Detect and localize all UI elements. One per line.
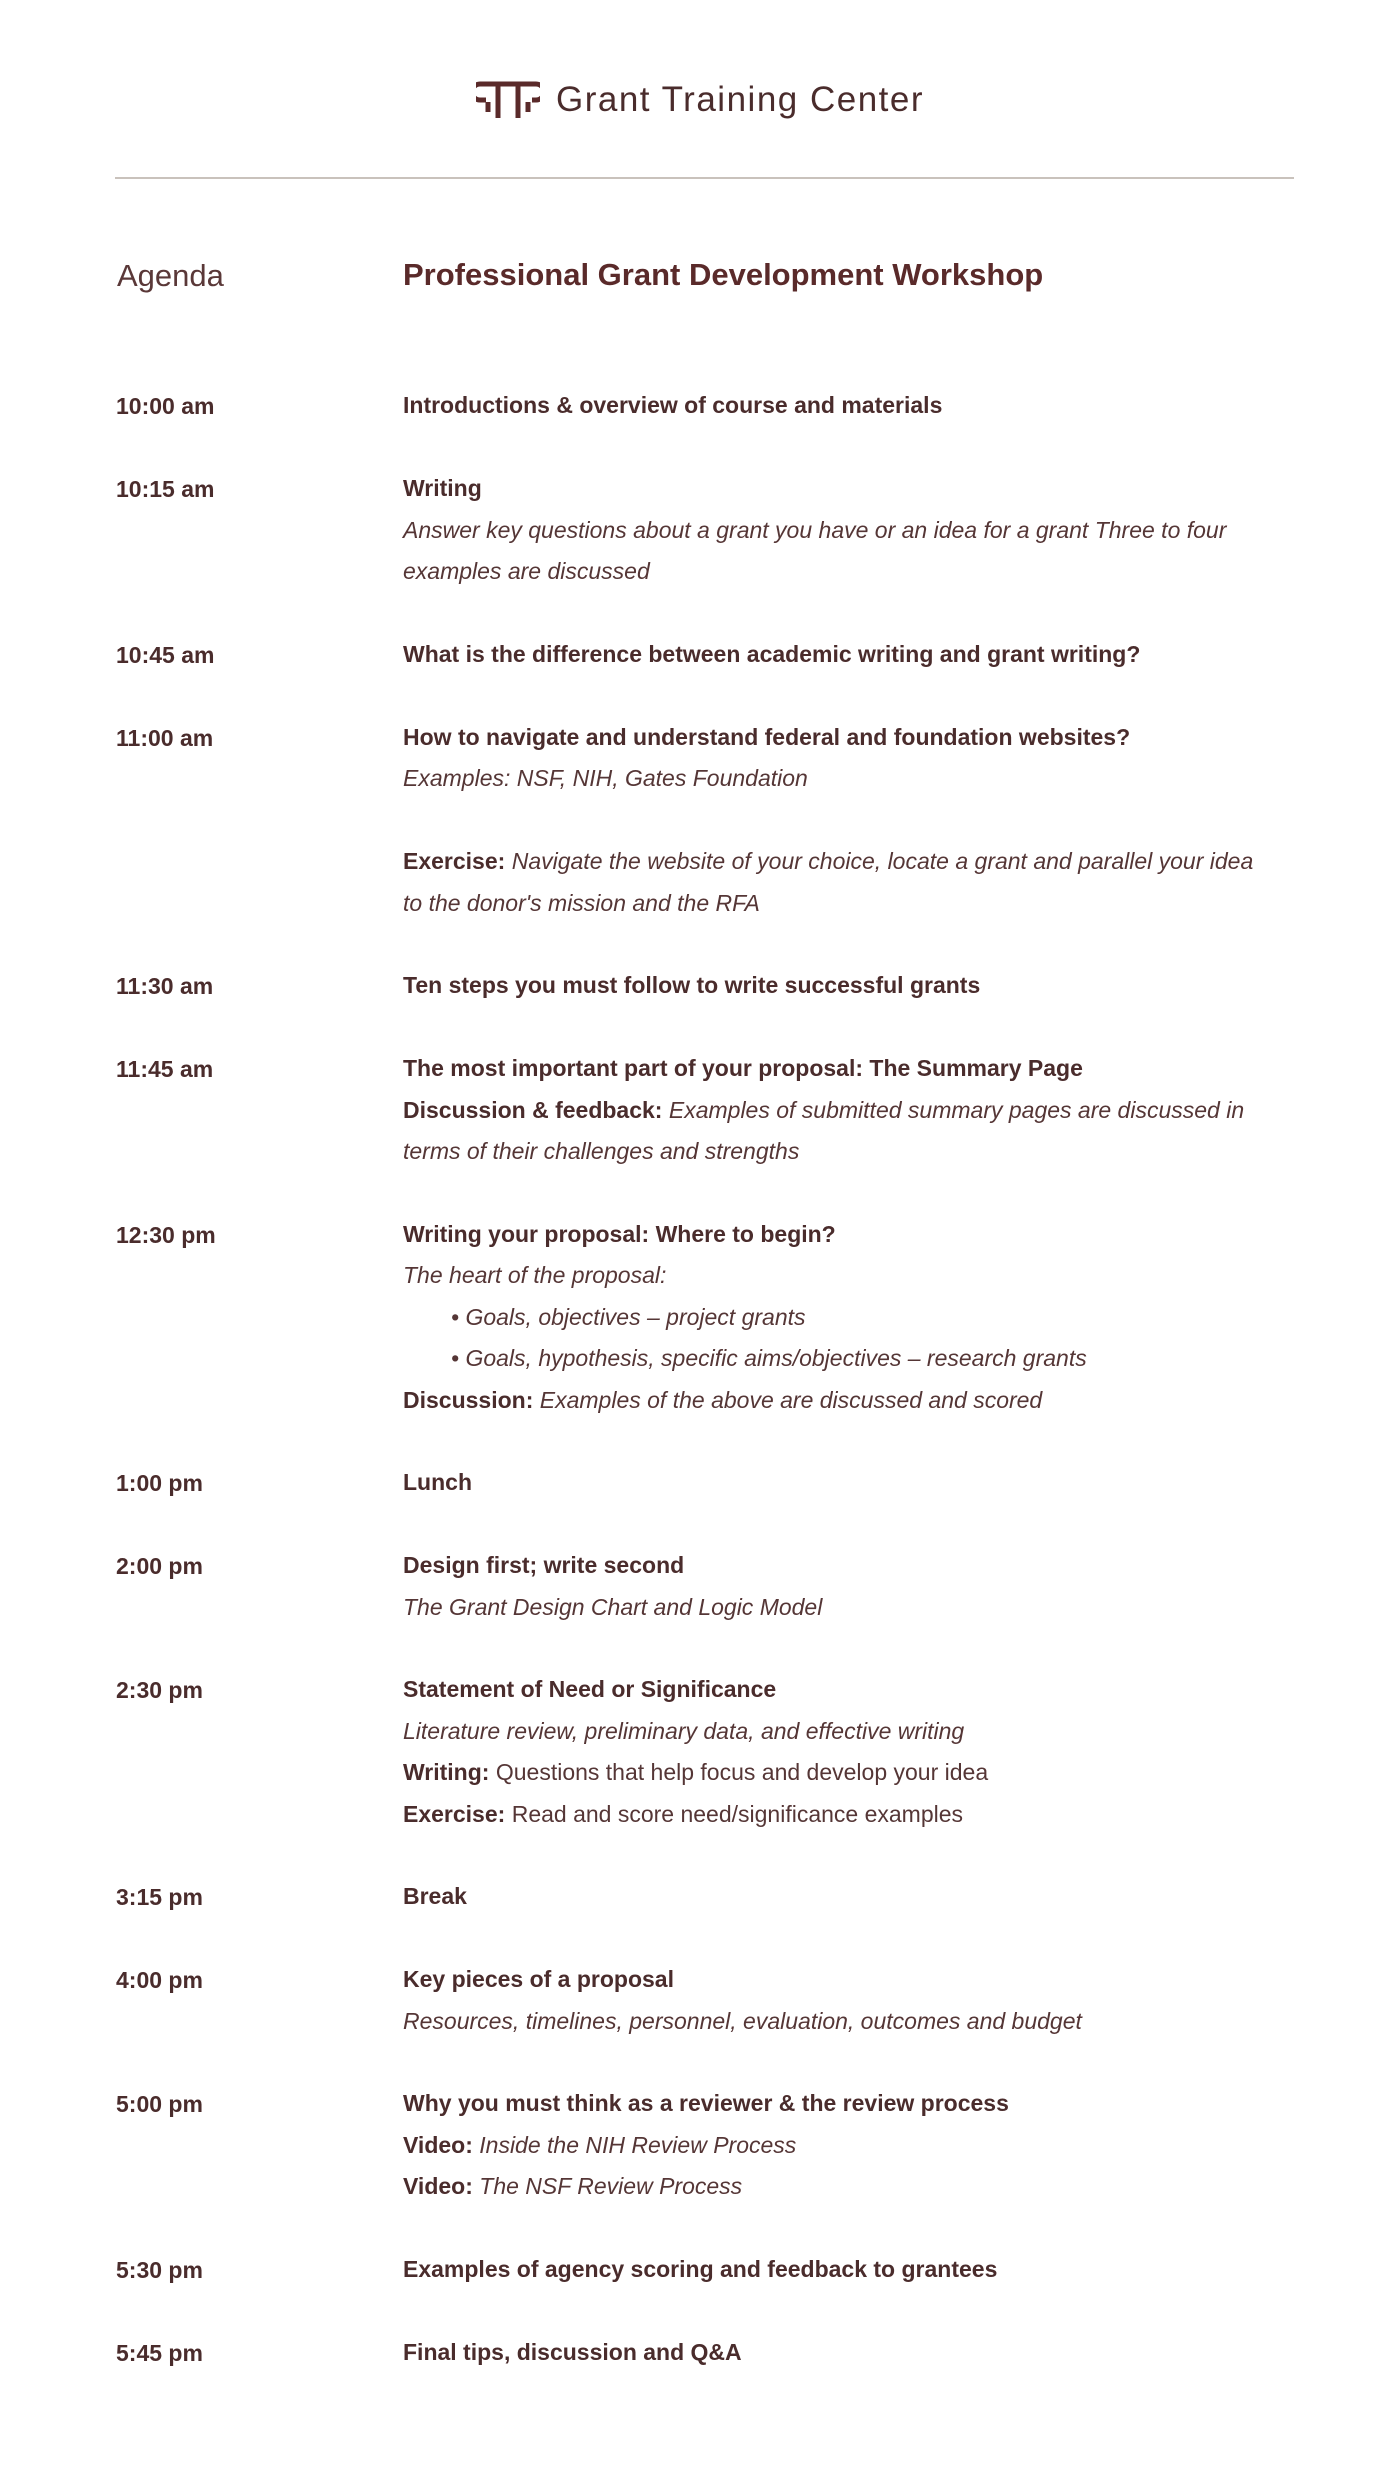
discussion-text: Examples of the above are discussed and scored [539,1386,1043,1413]
agenda-detail: Resources, timelines, personnel, evaluation, outcomes and budget [403,2007,1082,2034]
discussion-label: Discussion & feedback: [403,1096,663,1123]
workshop-title: Professional Grant Development Workshop [403,257,1044,292]
agenda-time: 10:15 am [116,476,215,502]
agenda-time: 11:30 am [116,973,214,999]
grant-training-center-logo-icon [476,80,540,120]
agenda-detail: Examples: NSF, NIH, Gates Foundation [403,765,808,791]
video-title: Inside the NIH Review Process [479,2131,797,2158]
agenda-time: 12:30 pm [116,1221,216,1248]
agenda-time: 11:45 am [116,1056,214,1082]
agenda-title: Statement of Need or Significance [403,1676,777,1702]
agenda-content [403,1959,1263,2042]
agenda-title: Lunch [403,1469,472,1495]
agenda-title: Examples of agency scoring and feedback to grantees [403,2255,998,2282]
agenda-item [0,965,1400,1007]
agenda-time: 1:00 pm [116,1470,203,1496]
writing-text: Questions that help focus and develop your idea [495,1759,989,1785]
exercise-label: Exercise: [403,1800,506,1827]
exercise-label: Exercise: [403,848,506,874]
writing-label: Writing: [403,1759,490,1785]
agenda-title: Ten steps you must follow to write successful grants [403,972,981,998]
agenda-time: 3:15 pm [116,1884,203,1910]
agenda-content [403,1545,1263,1628]
agenda-title: The most important part of your proposal: The Summary Page [403,1055,1083,1081]
agenda-content [403,1048,1263,1173]
agenda-bullet: • Goals, objectives – project grants [451,1303,806,1330]
video-label: Video: [403,2131,473,2158]
agenda-video [403,2125,1263,2167]
agenda-title: Writing [403,475,482,501]
exercise-text: Navigate the website of your choice, locate a grant and parallel your idea to the donor's mission and the RFA [403,848,1254,916]
agenda-subtitle: The heart of the proposal: [403,1262,667,1288]
video-title: The NSF Review Process [479,2173,743,2199]
discussion-label: Discussion: [403,1386,534,1413]
agenda-video [403,2166,1263,2208]
agenda-time: 5:00 pm [116,2091,203,2117]
agenda-item [0,1959,1400,2042]
agenda-item [0,468,1400,593]
agenda-item [0,634,1400,676]
agenda-item [0,1669,1400,1835]
agenda-content [403,634,1263,676]
agenda-detail: Literature review, preliminary data, and effective writing [403,1717,965,1744]
discussion-text: Examples of submitted summary pages are discussed in terms of their challenges and strengths [403,1096,1245,1164]
agenda-content [403,2083,1263,2208]
agenda-content [403,2249,1263,2291]
agenda-time: 4:00 pm [116,1967,203,1993]
exercise-text: Read and score need/significance examples [511,1800,964,1827]
agenda-time: 5:30 pm [116,2256,203,2283]
agenda-item [0,1462,1400,1504]
agenda-exercise [403,1794,1263,1836]
agenda-title: Design first; write second [403,1552,685,1578]
agenda-item [0,2083,1400,2208]
agenda-content [403,385,1263,427]
agenda-title: How to navigate and understand federal and foundation websites? [403,723,1131,750]
agenda-bullet: • Goals, hypothesis, specific aims/objectives – research grants [451,1345,1087,1371]
agenda-discussion [403,1090,1263,1173]
agenda-item [0,385,1400,427]
agenda-content [403,1462,1263,1504]
agenda-title: Introductions & overview of course and materials [403,392,943,418]
agenda-item [0,2332,1400,2374]
agenda-detail: Answer key questions about a grant you have or an idea for a grant Three to four examples are discussed [403,516,1227,584]
agenda-content [403,468,1263,593]
header [0,72,1400,128]
agenda-content [403,1669,1263,1835]
agenda-title: What is the difference between academic writing and grant writing? [403,640,1141,667]
agenda-content [403,717,1263,925]
agenda-content [403,2332,1263,2374]
header-divider [115,177,1294,179]
agenda-discussion [403,1380,1263,1422]
brand-name: Grant Training Center [555,80,925,119]
agenda-title: Writing your proposal: Where to begin? [403,1220,836,1247]
agenda-content [403,1876,1263,1918]
agenda-item [0,2249,1400,2291]
agenda-title: Break [403,1883,467,1909]
agenda-title: Key pieces of a proposal [403,1966,674,1992]
agenda-item [0,1545,1400,1628]
agenda-item [0,1876,1400,1918]
agenda-time: 10:00 am [116,393,215,419]
agenda-item [0,1214,1400,1422]
agenda-exercise [403,841,1263,924]
agenda-time: 11:00 am [116,724,214,751]
agenda-item [0,717,1400,925]
agenda-time: 2:30 pm [116,1677,203,1703]
agenda-label: Agenda [117,258,224,293]
bullet-text: Goals, objectives – project grants [465,1303,806,1330]
bullet-text: Goals, hypothesis, specific aims/objectives – research grants [465,1345,1087,1371]
agenda-title: Final tips, discussion and Q&A [403,2338,742,2365]
agenda-content [403,1214,1263,1422]
agenda-detail: The Grant Design Chart and Logic Model [403,1593,823,1620]
agenda-item [0,1048,1400,1173]
agenda-title: Why you must think as a reviewer & the review process [403,2090,1009,2116]
agenda-time: 5:45 pm [116,2339,203,2366]
agenda-content [403,965,1263,1007]
agenda-time: 2:00 pm [116,1553,203,1579]
agenda-writing [403,1752,1263,1794]
video-label: Video: [403,2173,473,2199]
agenda-list [0,385,1400,2415]
agenda-time: 10:45 am [116,641,215,668]
spacer [403,800,1263,842]
